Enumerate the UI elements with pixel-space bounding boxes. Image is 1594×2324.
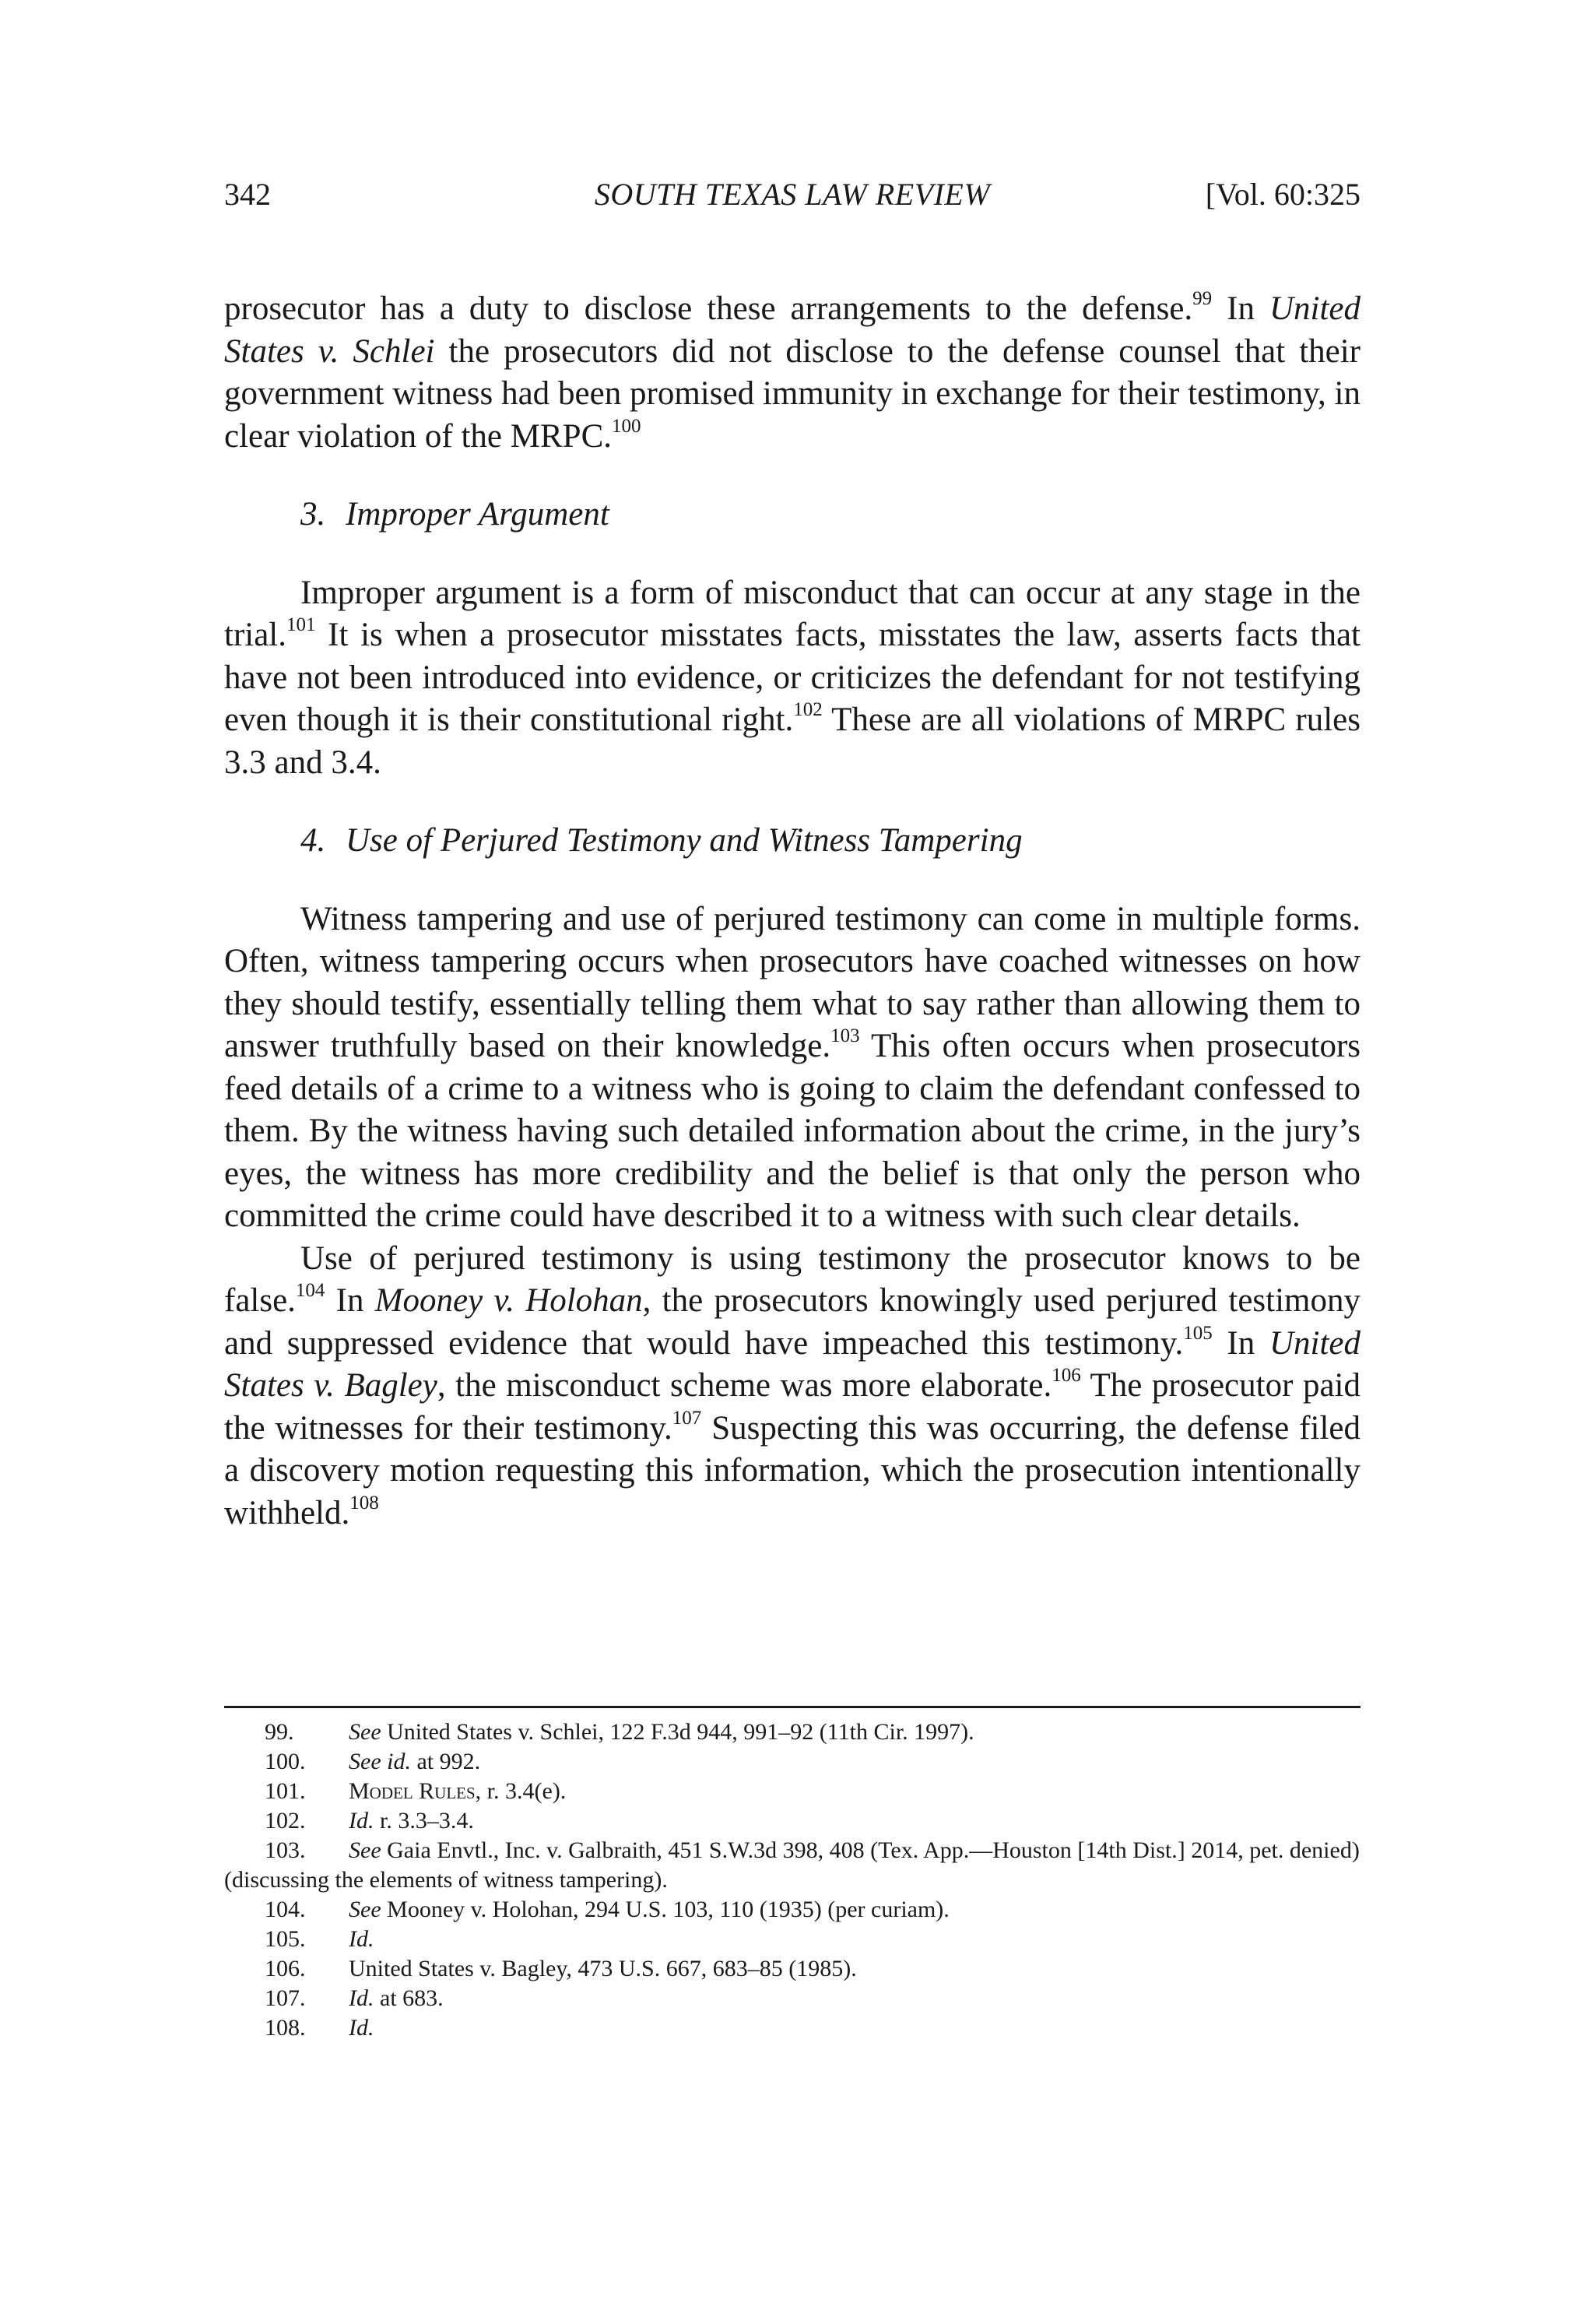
paragraph-4: Use of perjured testimony is using testimony the prosecutor knows to be false.$^{104}$ In Mooney v. Holohan, the prosecutors knowingly used perjured testimony and suppressed evidence that would have impeached this testimony.$^{105}$ In United States v. Bagley, the misconduct scheme was more elaborate.$^{106}$ The prosecutor paid the witnesses for their testimony.$^{107}$ Suspecting this was occurring, the defense filed a discovery motion requesting this information, which the prosecution intentionally withheld.$^{108}$	[224, 1239, 1361, 1531]
page-number: 342	[224, 177, 271, 212]
footnote-ref[interactable]: 106	[1052, 1365, 1081, 1386]
footnote-103: 103. See Gaia Envtl., Inc. v. Galbraith, 451 S.W.3d 398, 408 (Tex. App.—Houston [14th Dist.] 2014, pet. denied) (discussing the elements of witness tampering).	[224, 1837, 1360, 1893]
footnote-105: 105. Id.	[265, 1926, 374, 1952]
paragraph-3: Witness tampering and use of perjured testimony can come in multiple forms. Often, witness tampering occurs when prosecutors have coached witnesses on how they should testify, essentially telling them what to say rather than allowing them to answer truthfully based on their knowledge.$^{103}$ This often occurs when prosecutors feed details of a crime to a witness who is going to claim the defendant confessed to them. By the witness having such detailed information about the crime, in the jury’s eyes, the witness has more credibility and the belief is that only the person who committed the crime could have described it to a witness with such clear details.	[224, 900, 1361, 1234]
document-page	[224, 0, 1361, 2324]
footnote-99: 99. See United States v. Schlei, 122 F.3d 944, 991–92 (11th Cir. 1997).	[265, 1719, 974, 1745]
footnote-104: 104. See Mooney v. Holohan, 294 U.S. 103, 110 (1935) (per curiam).	[265, 1897, 950, 1922]
footnote-ref[interactable]: 103	[830, 1025, 860, 1046]
paragraph-2: Improper argument is a form of misconduct that can occur at any stage in the trial.$^{101}$ It is when a prosecutor misstates facts, misstates the law, asserts facts that have not been introduced into evidence, or criticizes the defendant for not testifying even though it is their constitutional right.$^{102}$ These are all violations of MRPC rules 3.3 and 3.4.	[224, 574, 1361, 781]
footnote-ref[interactable]: 100	[612, 415, 641, 437]
footnote-ref[interactable]: 104	[295, 1280, 325, 1301]
footnote-106: 106. United States v. Bagley, 473 U.S. 667, 683–85 (1985).	[265, 1956, 857, 1981]
journal-title: SOUTH TEXAS LAW REVIEW	[594, 177, 991, 212]
footnote-108: 108. Id.	[265, 2015, 374, 2041]
footnote-ref[interactable]: 99	[1192, 288, 1213, 309]
volume-label: [Vol. 60:325	[1205, 177, 1361, 212]
running-head	[224, 173, 1361, 216]
footnote-101: 101. Model Rules, r. 3.4(e).	[265, 1778, 567, 1804]
case-name: Mooney v. Holohan	[374, 1282, 643, 1319]
case-name: United States v. Schlei	[224, 290, 1361, 370]
footnote-ref[interactable]: 108	[349, 1492, 379, 1514]
case-name: United States v. Bagley	[224, 1324, 1361, 1404]
footnote-ref[interactable]: 102	[793, 699, 823, 720]
footnote-100: 100. See id. at 992.	[265, 1749, 481, 1774]
footnote-102: 102. Id. r. 3.3–3.4.	[265, 1808, 474, 1834]
footnote-ref[interactable]: 105	[1183, 1322, 1213, 1344]
footnote-ref[interactable]: 107	[672, 1407, 702, 1429]
section-heading-3: 3. Improper Argument	[300, 496, 609, 533]
section-heading-4: 4. Use of Perjured Testimony and Witness Tampering	[300, 822, 1023, 859]
main-text	[224, 288, 1361, 1535]
footnotes	[224, 1718, 1361, 2043]
footnote-107: 107. Id. at 683.	[265, 1985, 444, 2011]
footnote-divider	[224, 1706, 1361, 1708]
paragraph-1: prosecutor has a duty to disclose these arrangements to the defense.$^{99}$ In United States v. Schlei the prosecutors did not disclose to the defense counsel that their government witness had been promised immunity in exchange for their testimony, in clear violation of the MRPC.$^{100}$	[224, 288, 1361, 455]
footnote-ref[interactable]: 101	[286, 614, 316, 635]
